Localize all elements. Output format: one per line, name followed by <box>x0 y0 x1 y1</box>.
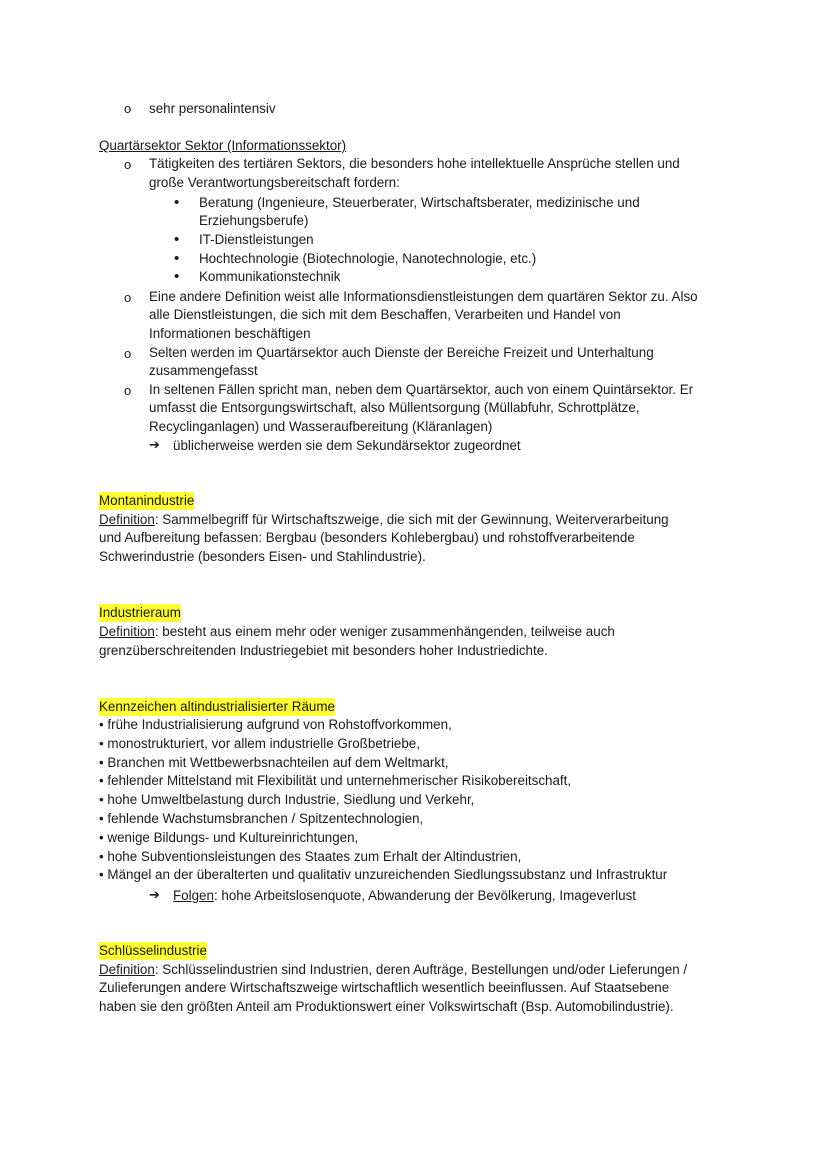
list-item: • Branchen mit Wettbewerbsnachteilen auf dem Weltmarkt, <box>99 755 449 770</box>
definition-line <box>99 623 615 641</box>
sub-list-item-line: Beratung (Ingenieure, Steuerberater, Wirtschaftsberater, medizinische und <box>199 195 640 210</box>
section-heading-quartaer: Quartärsektor Sektor (Informationssektor) <box>99 138 347 153</box>
folgen-line <box>173 887 636 905</box>
list-item-line: zusammengefasst <box>149 363 258 378</box>
bullet-dot-icon: • <box>174 250 180 267</box>
definition-label: Definition <box>99 624 155 639</box>
section-heading-kennzeichen: Kennzeichen altindustrialisierter Räume <box>99 699 335 714</box>
list-item-line: Tätigkeiten des tertiären Sektors, die besonders hohe intellektuelle Ansprüche stellen und <box>149 156 680 171</box>
list-item: • hohe Subventionsleistungen des Staates zum Erhalt der Altindustrien, <box>99 849 522 864</box>
list-item: • Mängel an der überalterten und qualitativ unzureichenden Siedlungssubstanz und Infrastruktur <box>99 867 668 882</box>
definition-line: und Aufbereitung befassen: Bergbau (besonders Kohlebergbau) und rohstoffverarbeitende <box>99 530 635 545</box>
definition-line: grenzüberschreitenden Industriegebiet mit besonders hoher Industriedichte. <box>99 643 548 658</box>
list-item-line: Recyclinganlagen) und Wasseraufbereitung (Kläranlagen) <box>149 419 493 434</box>
definition-line <box>99 511 669 529</box>
list-item-line: umfasst die Entsorgungswirtschaft, also Müllentsorgung (Müllabfuhr, Schrottplätze, <box>149 400 640 415</box>
sub-list-item: Kommunikationstechnik <box>199 269 341 284</box>
list-item-line: alle Dienstleistungen, die sich mit dem Beschaffen, Verarbeiten und Handel von <box>149 307 621 322</box>
folgen-label: Folgen <box>173 888 214 903</box>
sub-list-item: Hochtechnologie (Biotechnologie, Nanotechnologie, etc.) <box>199 251 537 266</box>
definition-text: : besteht aus einem mehr oder weniger zusammenhängenden, teilweise auch <box>154 624 615 639</box>
definition-line: Zulieferungen andere Wirtschaftszweige wirtschaftlich wesentlich beeinflussen. Auf Staatsebene <box>99 980 670 995</box>
list-item-line: große Verantwortungsbereitschaft fordern: <box>149 175 400 190</box>
list-item: • fehlende Wachstumsbranchen / Spitzentechnologien, <box>99 811 424 826</box>
circle-bullet-icon: o <box>124 383 132 398</box>
definition-line: haben sie den größten Anteil am Produktionswert einer Volkswirtschaft (Bsp. Automobilindustrie). <box>99 999 674 1014</box>
definition-line: Schwerindustrie (besonders Eisen- und Stahlindustrie). <box>99 549 426 564</box>
list-item: • monostrukturiert, vor allem industrielle Großbetriebe, <box>99 736 420 751</box>
list-item: • wenige Bildungs- und Kultureinrichtungen, <box>99 830 359 845</box>
circle-bullet-icon: o <box>124 346 132 361</box>
folgen-text: : hohe Arbeitslosenquote, Abwanderung der Bevölkerung, Imageverlust <box>213 888 637 903</box>
definition-text: : Sammelbegriff für Wirtschaftszweige, die sich mit der Gewinnung, Weiterverarbeitung <box>154 512 669 527</box>
bullet-dot-icon: • <box>174 268 180 285</box>
definition-line <box>99 961 687 979</box>
definition-label: Definition <box>99 512 155 527</box>
sub-list-item-line: Erziehungsberufe) <box>199 213 309 228</box>
circle-bullet-icon: o <box>124 157 132 172</box>
arrow-right-icon: ➔ <box>149 887 160 902</box>
section-heading-industrieraum: Industrieraum <box>99 605 181 620</box>
bullet-dot-icon: • <box>174 231 180 248</box>
definition-text: : Schlüsselindustrien sind Industrien, deren Aufträge, Bestellungen und/oder Lieferungen / <box>154 962 688 977</box>
list-item-line: In seltenen Fällen spricht man, neben dem Quartärsektor, auch von einem Quintärsektor. Er <box>149 382 694 397</box>
arrow-right-icon: ➔ <box>149 437 160 452</box>
bullet-dot-icon: • <box>174 194 180 211</box>
section-heading-montanindustrie: Montanindustrie <box>99 493 195 508</box>
circle-bullet-icon: o <box>124 290 132 305</box>
list-item: • fehlender Mittelstand mit Flexibilität und unternehmerischer Risikobereitschaft, <box>99 773 572 788</box>
list-item-line: Eine andere Definition weist alle Informationsdienstleistungen dem quartären Sektor zu. Also <box>149 289 698 304</box>
arrow-note: üblicherweise werden sie dem Sekundärsektor zugeordnet <box>173 438 521 453</box>
section-heading-schluesselindustrie: Schlüsselindustrie <box>99 943 207 958</box>
circle-bullet-icon: o <box>124 101 132 116</box>
sub-list-item: IT-Dienstleistungen <box>199 232 314 247</box>
list-item-line: Selten werden im Quartärsektor auch Dienste der Bereiche Freizeit und Unterhaltung <box>149 345 654 360</box>
definition-label: Definition <box>99 962 155 977</box>
list-item: • hohe Umweltbelastung durch Industrie, Siedlung und Verkehr, <box>99 792 475 807</box>
list-item: sehr personalintensiv <box>149 101 276 116</box>
list-item: • frühe Industrialisierung aufgrund von Rohstoffvorkommen, <box>99 717 452 732</box>
list-item-line: Informationen beschäftigen <box>149 326 311 341</box>
